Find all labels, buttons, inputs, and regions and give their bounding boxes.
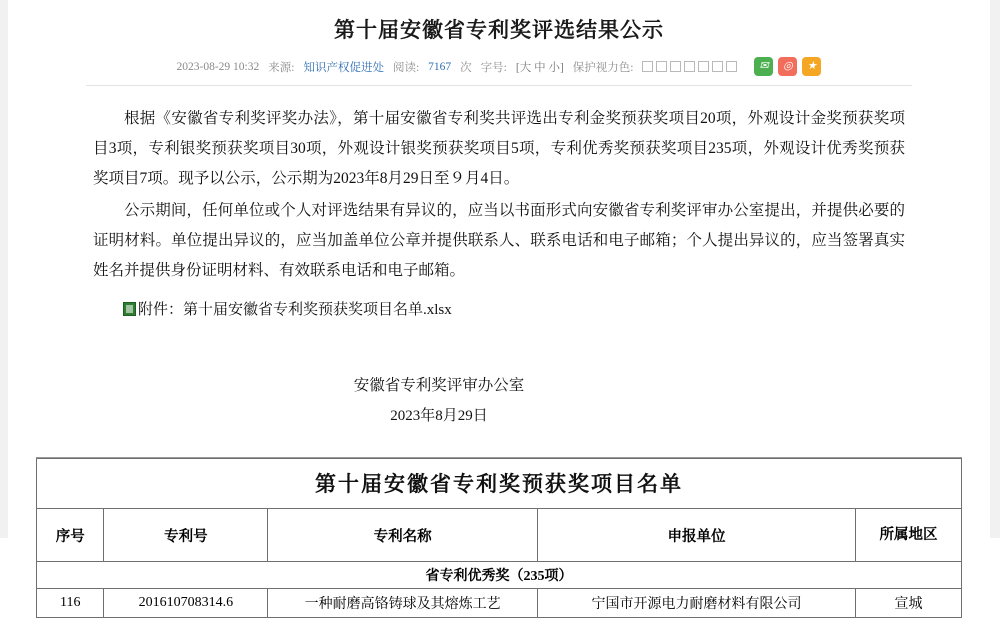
share-buttons[interactable] xyxy=(754,57,821,76)
views-unit: 次 xyxy=(460,61,472,74)
paragraph: 根据《安徽省专利奖评奖办法》，第十届安徽省专利奖共评选出专利金奖预获奖项目20项，外观设计金奖预获奖项目3项，专利银奖预获奖项目30项，外观设计银奖预获奖项目5项，专利优秀奖预获奖项目235项，外观设计优秀奖预获奖项目7项。现予以公示，公示期为2023年8月29日至９月4日。 xyxy=(93,110,905,187)
color-swatch[interactable] xyxy=(642,61,653,72)
cell-patent-name: 一种耐磨高铬铸球及其熔炼工艺 xyxy=(268,589,538,618)
color-swatch[interactable] xyxy=(656,61,667,72)
fontsize-selector[interactable]: [大 中 小] xyxy=(515,61,564,74)
wechat-share-icon[interactable]: ✉ xyxy=(754,57,773,76)
award-list-table xyxy=(36,458,962,618)
table-header-row xyxy=(37,509,962,562)
cell-area: 宣城 xyxy=(855,589,961,618)
article-meta xyxy=(8,57,990,76)
table-title: 第十届安徽省专利奖预获奖项目名单 xyxy=(37,459,962,509)
views-label: 阅读: xyxy=(392,61,420,74)
column-header-org: 申报单位 xyxy=(538,509,856,562)
column-header-patent-name: 专利名称 xyxy=(268,509,538,562)
paragraph: 公示期间，任何单位或个人对评选结果有异议的，应当以书面形式向安徽省专利奖评审办公室提出，并提供必要的证明材料。单位提出异议的，应当加盖单位公章并提供联系人、联系电话和电子邮箱；个人提出异议的，应当签署真实姓名并提供身份证明材料、有效联系电话和电子邮箱。 xyxy=(93,202,905,279)
signature-date: 2023年8月29日 xyxy=(390,408,488,424)
favorite-star-icon[interactable]: ★ xyxy=(802,57,821,76)
column-header-no: 序号 xyxy=(37,509,104,562)
signature-block xyxy=(8,371,990,431)
color-swatch[interactable] xyxy=(684,61,695,72)
attachment-link[interactable]: 附件：第十届安徽省专利奖预获奖项目名单.xlsx xyxy=(138,302,452,318)
cell-no: 116 xyxy=(37,589,104,618)
column-header-area: 所属地区 xyxy=(855,509,961,562)
table-title-row xyxy=(37,459,962,509)
publish-date: 2023-08-29 10:32 xyxy=(176,60,260,73)
eye-protect-color-swatches[interactable] xyxy=(642,61,737,72)
eye-protect-label: 保护视力色: xyxy=(572,61,634,74)
color-swatch[interactable] xyxy=(698,61,709,72)
page-left-margin xyxy=(0,0,8,538)
meta-divider xyxy=(86,85,912,86)
xlsx-file-icon xyxy=(123,302,136,316)
color-swatch[interactable] xyxy=(670,61,681,72)
weibo-share-icon[interactable]: ◎ xyxy=(778,57,797,76)
source-label: 来源: xyxy=(268,61,295,74)
attachment-line[interactable] xyxy=(93,298,905,319)
fontsize-label: 字号: xyxy=(480,61,507,74)
table-section-row xyxy=(37,562,962,589)
views-count: 7167 xyxy=(428,60,452,73)
article-body xyxy=(93,104,905,286)
source-link[interactable]: 知识产权促进处 xyxy=(303,61,384,74)
document-content xyxy=(8,0,990,612)
cell-patent-no: 201610708314.6 xyxy=(104,589,268,618)
color-swatch[interactable] xyxy=(726,61,737,72)
table-row xyxy=(37,589,962,618)
color-swatch[interactable] xyxy=(712,61,723,72)
table-section-label: 省专利优秀奖（235项） xyxy=(37,562,962,589)
page-right-margin xyxy=(990,0,1000,538)
cell-org: 宁国市开源电力耐磨材料有限公司 xyxy=(538,589,856,618)
column-header-patent-no: 专利号 xyxy=(104,509,268,562)
signature-organization: 安徽省专利奖评审办公室 xyxy=(353,377,525,394)
page-title: 第十届安徽省专利奖评选结果公示 xyxy=(334,18,664,42)
